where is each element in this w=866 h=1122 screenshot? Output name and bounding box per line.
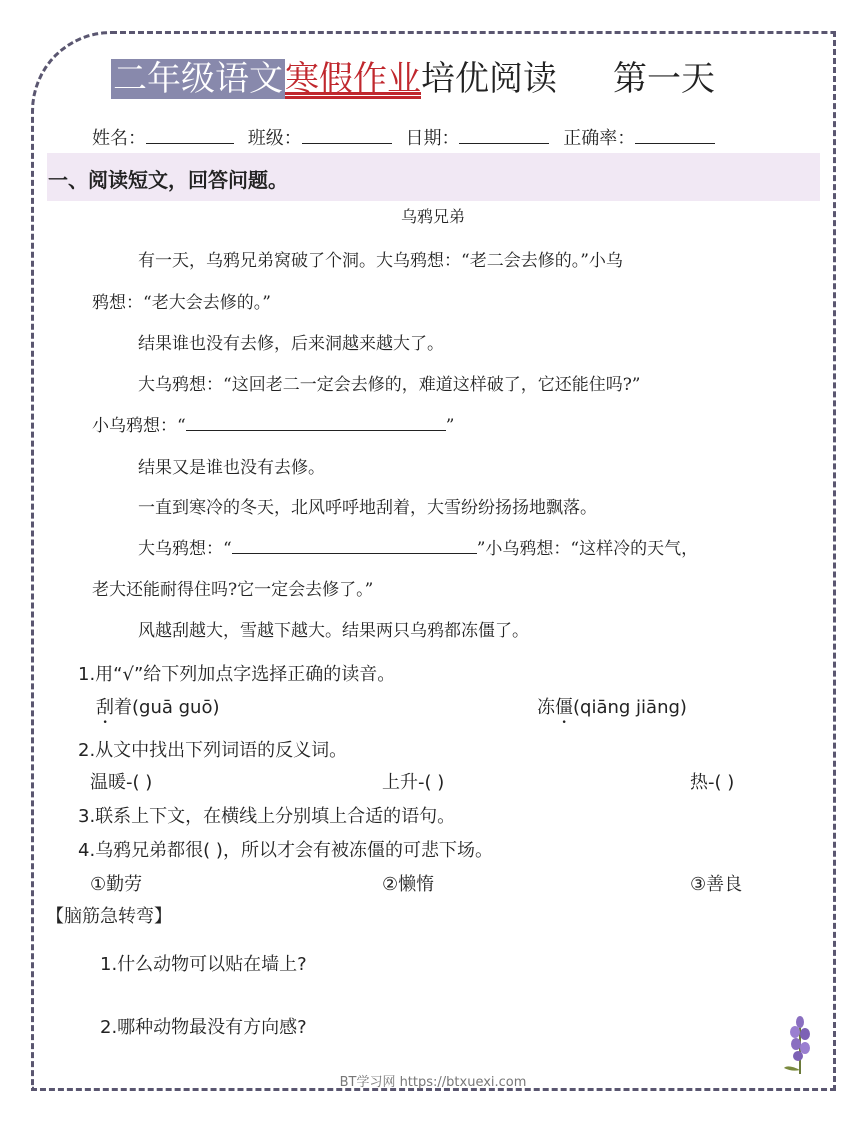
- accuracy-field[interactable]: [635, 125, 715, 144]
- question-1: 1.用“√”给下列加点字选择正确的读音。: [78, 664, 396, 685]
- section-heading: 一、阅读短文，回答问题。: [48, 168, 288, 192]
- page-title: [111, 52, 715, 106]
- brain-teaser-heading: 【脑筋急转弯】: [46, 906, 172, 927]
- dotted-char: 僵: [555, 697, 573, 718]
- accuracy-label: 正确率：: [563, 128, 636, 149]
- line-text: ”: [445, 416, 455, 436]
- brain-teaser-2: 2.哪种动物最没有方向感?: [100, 1017, 307, 1038]
- q4-option-3[interactable]: ③善良: [690, 874, 743, 895]
- story-title: 乌鸦兄弟: [400, 207, 465, 226]
- line-text: 小乌鸦想：“: [92, 416, 186, 436]
- char: 冻: [537, 697, 555, 718]
- story-line: 结果又是谁也没有去修。: [138, 458, 325, 478]
- q4-option-1[interactable]: ①勤劳: [90, 874, 143, 895]
- date-label: 日期：: [405, 128, 460, 149]
- class-field[interactable]: [302, 125, 392, 144]
- fill-blank-2[interactable]: [232, 535, 477, 554]
- q2-item[interactable]: 温暖-( ): [90, 772, 153, 793]
- story-line: [138, 534, 698, 559]
- title-homework: 寒假作业: [285, 59, 421, 99]
- dotted-char: 刮: [96, 697, 114, 718]
- q2-item[interactable]: 上升-( ): [382, 772, 445, 793]
- q1-option-b: [537, 693, 687, 728]
- lavender-icon: [778, 1012, 822, 1076]
- q1-option-a: [96, 693, 219, 728]
- line-text: ”小乌鸦想：“这样冷的天气，: [476, 539, 699, 559]
- title-grade: 二年级语文: [113, 59, 283, 99]
- class-label: 班级：: [247, 128, 302, 149]
- name-field[interactable]: [146, 125, 234, 144]
- story-line: 结果谁也没有去修，后来洞越来越大了。: [138, 334, 444, 354]
- story-line: 老大还能耐得住吗?它一定会去修了。”: [92, 580, 374, 600]
- student-info: [92, 124, 715, 150]
- q2-item[interactable]: 热-( ): [690, 772, 735, 793]
- title-reading: 培优阅读: [421, 59, 557, 99]
- pinyin-options: 着(guā guō): [114, 697, 220, 718]
- fill-blank-1[interactable]: [186, 412, 446, 431]
- footer-watermark: BT学习网 https://btxuexi.com: [339, 1075, 527, 1090]
- question-4: 4.乌鸦兄弟都很( )，所以才会有被冻僵的可悲下场。: [78, 840, 493, 861]
- story-line: 大乌鸦想：“这回老二一定会去修的，难道这样破了，它还能住吗?”: [138, 375, 641, 395]
- title-day: 第一天: [613, 59, 715, 99]
- story-line: 鸦想：“老大会去修的。”: [92, 293, 271, 313]
- question-3: 3.联系上下文，在横线上分别填上合适的语句。: [78, 806, 456, 827]
- date-field[interactable]: [459, 125, 549, 144]
- pinyin-options: (qiāng jiāng): [573, 697, 687, 718]
- brain-teaser-1: 1.什么动物可以贴在墙上?: [100, 954, 307, 975]
- line-text: 大乌鸦想：“: [138, 539, 232, 559]
- question-2: 2.从文中找出下列词语的反义词。: [78, 740, 348, 761]
- story-line: 一直到寒冷的冬天，北风呼呼地刮着，大雪纷纷扬扬地飘落。: [138, 498, 597, 518]
- story-line: 有一天，乌鸦兄弟窝破了个洞。大乌鸦想：“老二会去修的。”小乌: [138, 251, 623, 271]
- story-line: [92, 411, 454, 436]
- q4-option-2[interactable]: ②懒惰: [382, 874, 435, 895]
- story-line: 风越刮越大，雪越下越大。结果两只乌鸦都冻僵了。: [138, 621, 529, 641]
- name-label: 姓名：: [92, 128, 146, 149]
